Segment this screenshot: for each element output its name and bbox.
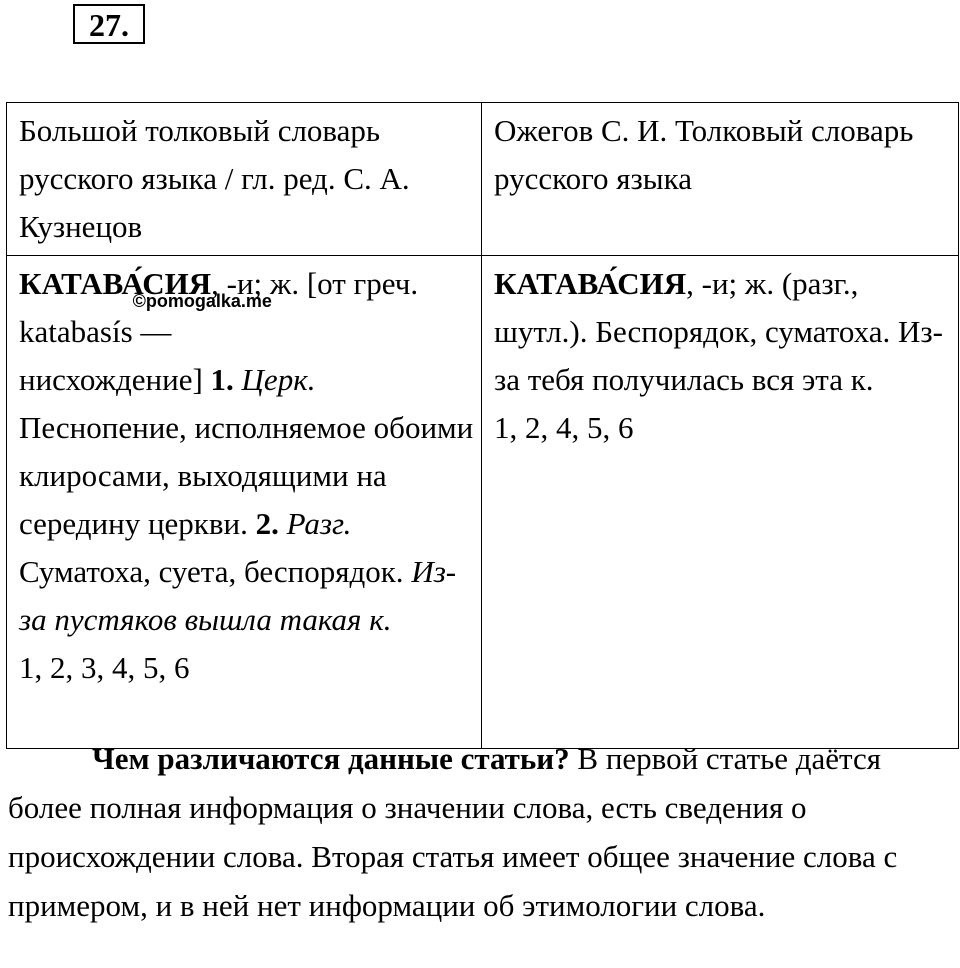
right-text: , -и; ж. (разг., шутл.). Беспорядок, суматоха. Из-за тебя получилась вся эта к. — [494, 266, 943, 397]
sense-1-text: Песнопение, исполняемое обоими клиросами, выходящими на середину церкви. — [19, 410, 474, 541]
right-numbers: 1, 2, 4, 5, 6 — [494, 410, 634, 445]
left-example: Из-за пустяков вышла такая к. — [19, 554, 457, 637]
left-numbers: 1, 2, 3, 4, 5, 6 — [19, 650, 190, 685]
right-dictionary-entry — [482, 256, 959, 749]
answer-text: В первой статье даётся более полная информация о значении слова, есть сведения о происхождении слова. Вторая статья имеет общее значение слова с примером, и в ней нет информации об этимологии слова. — [8, 741, 898, 923]
sense-2-label: Разг. — [286, 506, 352, 541]
exercise-number: 27. — [73, 4, 145, 44]
sense-2-number: 2. — [255, 506, 279, 541]
left-dictionary-entry — [7, 256, 482, 749]
right-dictionary-title: Ожегов С. И. Толковый словарь русского языка — [482, 103, 959, 256]
answer-question: Чем различаются данные статьи? — [92, 741, 570, 776]
watermark: ©pomogalka.me — [132, 291, 272, 311]
sense-1-number: 1. — [210, 362, 234, 397]
left-dash: — — [132, 314, 172, 349]
table-entry-row — [7, 256, 959, 749]
answer-paragraph — [8, 734, 948, 930]
sense-2-text: Суматоха, суета, беспорядок. — [19, 554, 404, 589]
left-grammar: , -и; ж. [от греч. katabasís — [19, 266, 419, 349]
table-header-row — [7, 103, 959, 256]
left-etymology: нисхождение] — [19, 362, 203, 397]
left-headword: КАТАВА́СИЯ — [19, 266, 212, 301]
left-dictionary-title: Большой толковый словарь русского языка / гл. ред. С. А. Кузнецов — [7, 103, 482, 256]
dictionary-comparison-table — [6, 102, 959, 749]
sense-1-label: Церк. — [241, 362, 316, 397]
right-headword: КАТАВА́СИЯ — [494, 266, 687, 301]
